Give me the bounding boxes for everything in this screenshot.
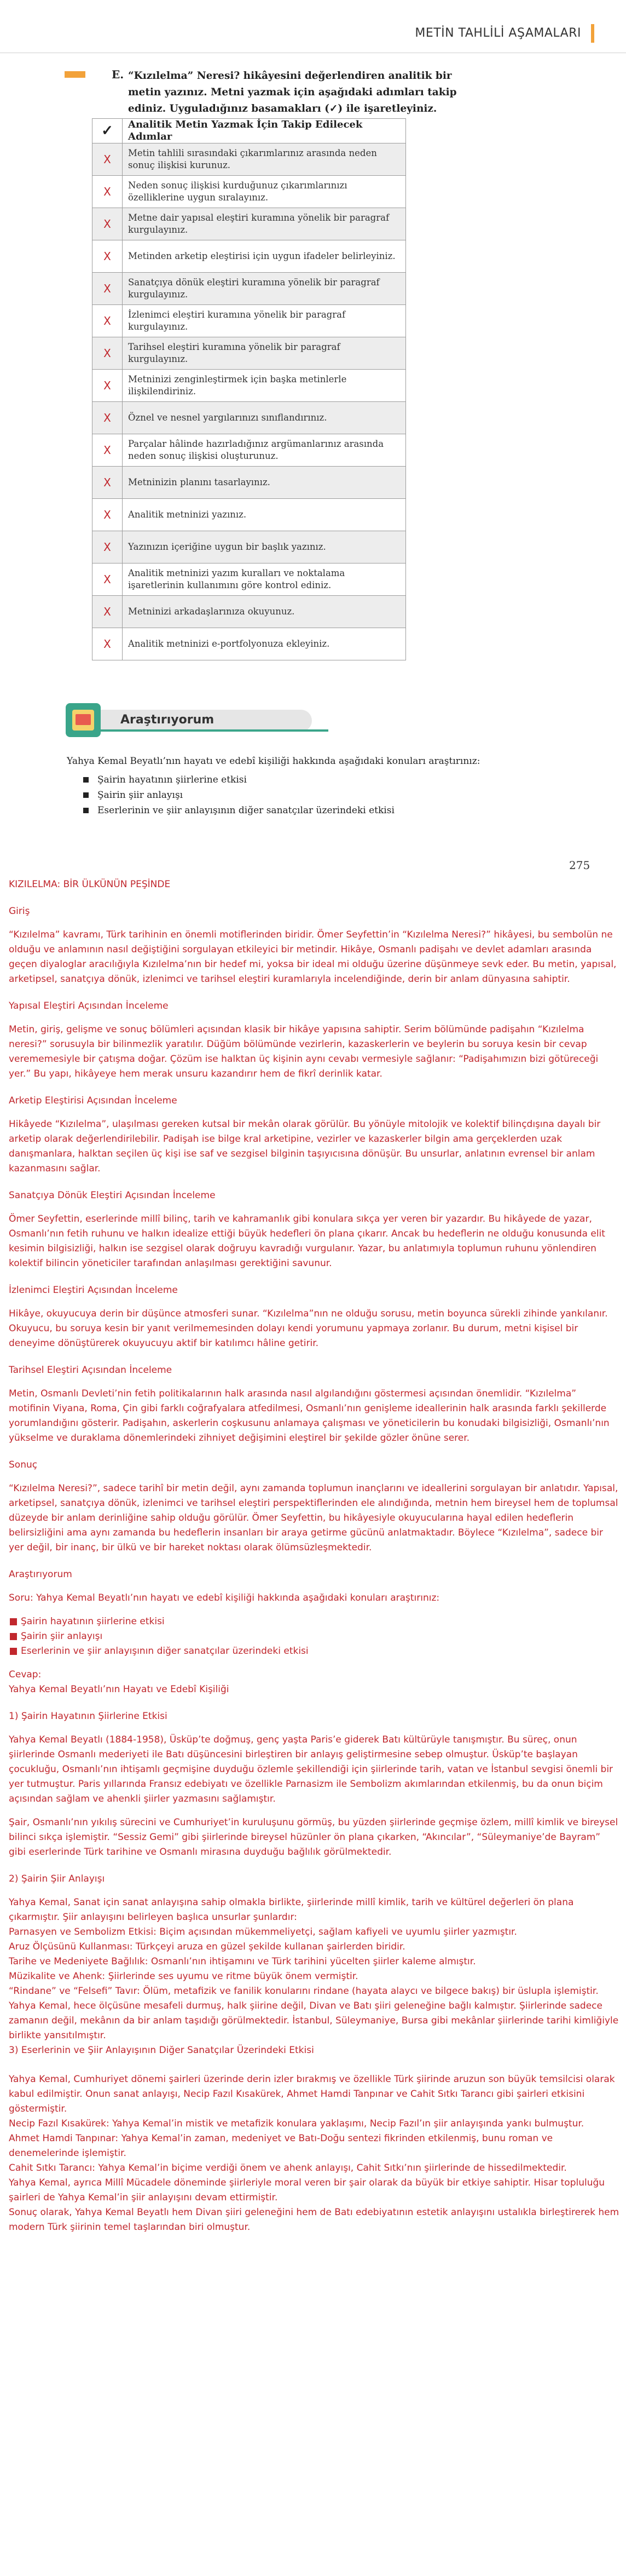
cross-mark-icon: X	[92, 434, 123, 467]
task-letter: E.	[112, 68, 124, 81]
chapter-title: METİN TAHLİLİ AŞAMALARI	[415, 26, 581, 40]
checklist-item-text: Analitik metninizi yazınız.	[123, 499, 406, 531]
question-list-item: Şairin şiir anlayışı	[9, 1629, 619, 1644]
research-list-item: Şairin hayatının şiirlerine etkisi	[83, 772, 483, 787]
checklist-item-text: Metinden arketip eleştirisi için uygun ifadeler belirleyiniz.	[123, 240, 406, 273]
page-header	[0, 0, 626, 60]
bullet-square-icon	[10, 1633, 17, 1640]
section-heading-sanatci: Sanatçıya Dönük Eleştiri Açısından İnceleme	[9, 1190, 216, 1201]
checklist-row	[92, 531, 406, 564]
cross-mark-icon: X	[92, 337, 123, 370]
cross-mark-icon: X	[92, 176, 123, 208]
section-heading-sonuc: Sonuç	[9, 1459, 38, 1470]
checklist-item-text: Metninizi arkadaşlarınıza okuyunuz.	[123, 596, 406, 628]
checklist-item-text: Analitik metninizi yazım kuralları ve noktalama işaretlerinin kullanımını göre kontrol ediniz.	[123, 564, 406, 596]
paragraph-izlenimci: Hikâye, okuyucuya derin bir düşünce atmosferi sunar. “Kızılelma”nın ne olduğu sorusu, metin boyunca sürekli zihinde yankılanır. Okuyucu, bu soruya kesin bir yanıt verilmemesinden dolayı kendi yorumunu yapmaya zorlanır. Bu durum, metni kişisel bir deneyime dönüştürerek okuyucuyu aktif bir katılımcı hâline getirir.	[9, 1308, 608, 1349]
section-heading-izlenimci: İzlenimci Eleştiri Açısından İnceleme	[9, 1285, 178, 1296]
paragraph-arketip: Hikâyede “Kızılelma”, ulaşılması gereken kutsal bir mekân olarak görülür. Bu yönüyle mitolojik ve kolektif bilinçdışına dayalı bir arketip olarak değerlendirilebilir. Padişah ise bilge kral arketipine, vezirler ve kazaskerler bilgin ama gerçeklerden uzak danışmanlara, halktan seçilen üç kişi ise saf ve sezgisel bilginin taşıyıcısına dönüşür. Bu unsurlar, anlatının evrensel bir anlam kazanmasını sağlar.	[9, 1119, 601, 1174]
text-line: Yahya Kemal, Cumhuriyet dönemi şairleri üzerinde derin izler bırakmış ve özellikle Türk şiirinde aruzun son büyük temsilcisi olarak kabul edilmiştir. Onun sanat anlayışı, Necip Fazıl Kısakürek, Ahmet Hamdi Tanpınar ve Cahit Sıtkı Tarancı gibi şairleri etkisini göstermiştir.	[9, 2074, 615, 2114]
task-marker	[65, 71, 85, 78]
answer-title: KIZILELMA: BİR ÜLKÜNÜN PEŞİNDE	[9, 879, 171, 890]
answer-section	[9, 877, 619, 2235]
cross-mark-icon: X	[92, 402, 123, 434]
research-list	[83, 772, 483, 818]
cross-mark-icon: X	[92, 628, 123, 660]
research-list-item: Eserlerinin ve şiir anlayışının diğer sanatçılar üzerindeki etkisi	[83, 803, 483, 818]
checklist-row	[92, 628, 406, 660]
cross-mark-icon: X	[92, 499, 123, 531]
answer-subtitle: Yahya Kemal Beyatlı’nın Hayatı ve Edebî Kişiliği	[9, 1684, 229, 1695]
text-line: Cahit Sıtkı Tarancı: Yahya Kemal’in biçime verdiği önem ve ahenk anlayışı, Cahit Sıtkı’nın şiirlerinde de hissedilmektedir.	[9, 2163, 567, 2174]
checklist-row	[92, 305, 406, 337]
text-line: Necip Fazıl Kısakürek: Yahya Kemal’in mistik ve metafizik konulara yaklaşımı, Necip Fazıl’ın şiir anlayışında yankı bulmuştur.	[9, 2118, 584, 2129]
bullet-square-icon	[83, 792, 89, 798]
cross-mark-icon: X	[92, 531, 123, 564]
section-heading-giris: Giriş	[9, 906, 30, 917]
task-instructions: “Kızılelma” Neresi? hikâyesini değerlendiren analitik bir metin yazınız. Metni yazmak için aşağıdaki adımları takip ediniz. Uyguladığınız basamakları (✓) ile işaretleyiniz.	[128, 70, 457, 114]
text-line: Tarihe ve Medeniyete Bağlılık: Osmanlı’nın ihtişamını ve Türk tarihini yücelten şiirler kaleme almıştır.	[9, 1956, 476, 1967]
section-heading-tarihsel: Tarihsel Eleştiri Açısından İnceleme	[9, 1365, 172, 1376]
cross-mark-icon: X	[92, 208, 123, 240]
checklist-item-text: Metninizin planını tasarlayınız.	[123, 467, 406, 499]
section-heading-2: 2) Şairin Şiir Anlayışı	[9, 1873, 105, 1884]
checkmark-icon: ✓	[92, 119, 123, 143]
cross-mark-icon: X	[92, 564, 123, 596]
text-line: Aruz Ölçüsünü Kullanması: Türkçeyi aruza en güzel şekilde kullanan şairlerden biridir.	[9, 1941, 405, 1952]
paragraph-sonuc: “Kızılelma Neresi?”, sadece tarihî bir metin değil, aynı zamanda toplumun inançlarını ve ideallerini sorgulayan bir anlatıdır. Yapısal, arketipsel, sanatçıya dönük, izlenimci ve tarihsel eleştiri perspektiflerinden ele alındığında, metnin hem bireysel hem de toplumsal düzeyde bir anlam derinliğine sahip olduğu görülür. Ömer Seyfettin, bu hikâyesiyle okuyucularına hayal edilen hedeflerin belirsizliğini ama aynı zamanda bu hedeflerin insanları bir araya getirme gücünü anlatmaktadır. Böylece “Kızılelma”, sadece bir yer değil, bir inanç, bir ülkü ve bir hareket noktası olarak ölümsüzleşmektedir.	[9, 1483, 618, 1553]
checklist-body	[92, 143, 406, 660]
header-accent-bar	[591, 24, 594, 43]
checklist-row	[92, 499, 406, 531]
checklist-item-text: İzlenimci eleştiri kuramına yönelik bir paragraf kurgulayınız.	[123, 305, 406, 337]
bullet-square-icon	[83, 808, 89, 813]
checklist-header-title: Analitik Metin Yazmak İçin Takip Edilecek Adımlar	[123, 119, 406, 143]
page-number: 275	[569, 859, 590, 872]
checklist-item-text: Parçalar hâlinde hazırladığınız argümanlarınız arasında neden sonuç ilişkisi oluşturunuz.	[123, 434, 406, 467]
question-list	[9, 1614, 619, 1659]
checklist-item-text: Metninizi zenginleştirmek için başka metinlerle ilişkilendiriniz.	[123, 370, 406, 402]
text-line: “Rindane” ve “Felsefi” Tavır: Ölüm, metafizik ve fanilik konularını rindane (hayata alaycı ve bilgece bakış) bir üslupla işlemiştir.	[9, 1986, 599, 1997]
checklist-row	[92, 143, 406, 176]
checklist-table	[92, 118, 406, 660]
checklist-row	[92, 208, 406, 240]
checklist-item-text: Sanatçıya dönük eleştiri kuramına yönelik bir paragraf kurgulayınız.	[123, 273, 406, 305]
paragraph-s1-2: Şair, Osmanlı’nın yıkılış sürecini ve Cumhuriyet’in kuruluşunu görmüş, bu yüzden şiirlerinde geçmişe özlem, millî kimlik ve bireysel bilinci sıkça işlemiştir. “Sessiz Gemi” gibi şiirlerinde bireysel hüzünler ön plana çıkarken, “Akıncılar”, “Süleymaniye’de Bayram” gibi eserlerinde Türk tarihine ve Osmanlı mirasına duyduğu bağlılık görülmektedir.	[9, 1817, 618, 1858]
checklist-item-text: Metne dair yapısal eleştiri kuramına yönelik bir paragraf kurgulayınız.	[123, 208, 406, 240]
checklist-row	[92, 467, 406, 499]
checklist-item-text: Neden sonuç ilişkisi kurduğunuz çıkarımlarınızı özelliklerine uygun sıralayınız.	[123, 176, 406, 208]
question-list-item: Eserlerinin ve şiir anlayışının diğer sanatçılar üzerindeki etkisi	[9, 1644, 619, 1659]
text-line: Yahya Kemal, Sanat için sanat anlayışına sahip olmakla birlikte, şiirlerinde millî kimlik, tarih ve kültürel değerleri ön plana çıkarmıştır. Şiir anlayışını belirleyen başlıca unsurlar şunlardır:	[9, 1897, 574, 1923]
section-heading-arastiriyorum: Araştırıyorum	[9, 1569, 72, 1580]
text-line: Sonuç olarak, Yahya Kemal Beyatlı hem Divan şiiri geleneğini hem de Batı edebiyatının estetik anlayışını ustalıkla birleştirerek hem modern Türk şiirinin temel taşlarından biri olmuştur.	[9, 2207, 619, 2233]
paragraph-sanatci: Ömer Seyfettin, eserlerinde millî bilinç, tarih ve kahramanlık gibi konulara sıkça yer veren bir yazardır. Bu hikâyede de yazar, Osmanlı’nın fetih ruhunu ve halkın idealize ettiği büyük hedefleri ön plana çıkarır. Ancak bu hedeflerin ne olduğu konusunda elit kesimin bilgisizliği, halkın ise sezgisel olarak doğruyu kavradığı vurgulanır. Yazar, bu anlatımıyla toplumun ruhunu yönlendiren kolektif bilincin yöneticiler tarafından anlaşılması gerektiğini savunur.	[9, 1214, 605, 1269]
bullet-square-icon	[10, 1618, 17, 1625]
checklist-item-text: Analitik metninizi e-portfolyonuza ekleyiniz.	[123, 628, 406, 660]
checklist-item-text: Yazınızın içeriğine uygun bir başlık yazınız.	[123, 531, 406, 564]
checklist-row	[92, 370, 406, 402]
section-heading-3: 3) Eserlerinin ve Şiir Anlayışının Diğer Sanatçılar Üzerindeki Etkisi	[9, 2045, 314, 2056]
checklist-row	[92, 402, 406, 434]
section-3-lines	[9, 2072, 619, 2235]
cross-mark-icon: X	[92, 370, 123, 402]
research-banner-label: Araştırıyorum	[120, 713, 215, 727]
cross-mark-icon: X	[92, 467, 123, 499]
paragraph-s1-1: Yahya Kemal Beyatlı (1884-1958), Üsküp’te doğmuş, genç yaşta Paris’e giderek Batı kültürüyle tanışmıştır. Bu süreç, onun şiirlerinde Osmanlı mederiyeti ile Batı düşüncesini birleştiren bir anlayış geliştirmesine sebep olmuştur. Üsküp’te başlayan çocukluğu, Osmanlı’nın ihtişamlı geçmişine duyduğu özlemle şekillendiği için şiirlerinde tarih, vatan ve İstanbul sevgisi önemli bir yer tutmuştur. Paris yıllarında Fransız edebiyatı ve özellikle Parnasizm ile Sembolizm akımlarından etkilenmiş, bu da onun biçim açısından sağlam ve ahenkli şiirler yazmasını sağlamıştır.	[9, 1734, 613, 1804]
research-banner	[66, 703, 317, 737]
paragraph-yapisal: Metin, giriş, gelişme ve sonuç bölümleri açısından klasik bir hikâye yapısına sahiptir. Serim bölümünde padişahın “Kızılelma neresi?” sorusuyla bir bilinmezlik yaratılır. Düğüm bölümünde vezirlerin, kazaskerlerin ve beylerin bu soruya kesin bir cevap verememesiyle bir çatışma doğar. Çözüm ise halktan üç kişinin aynı cevabı vermesiyle sağlanır: “Padişahımızın bizi götüreceği yer.” Bu yapı, hikâyeye hem merak unsuru kazandırır hem de fikrî derinlik katar.	[9, 1024, 599, 1079]
research-intro: Yahya Kemal Beyatlı’nın hayatı ve edebî kişiliği hakkında aşağıdaki konuları araştırınız:	[67, 756, 480, 767]
bullet-square-icon	[83, 777, 89, 783]
section-heading-1: 1) Şairin Hayatının Şiirlerine Etkisi	[9, 1711, 167, 1722]
paragraph-tarihsel: Metin, Osmanlı Devleti’nin fetih politikalarının halk arasında nasıl algılandığını göstermesi açısından önemlidir. “Kızılelma” motifinin Viyana, Roma, Çin gibi farklı coğrafyalara atfedilmesi, Osmanlı’nın genişleme ideallerinin halk arasında farklı şekillerde yorumlandığını gösterir. Padişahın, askerlerin coşkusunu anlamaya çalışması ve yöneticilerin bu konudaki bilgisizliği, Osmanlı’nın yükselme ve duraklama dönemlerindeki zihniyet değişimini eleştirel bir şekilde gözler önüne serer.	[9, 1388, 610, 1444]
research-list-item: Şairin şiir anlayışı	[83, 787, 483, 803]
text-line: Parnasyen ve Sembolizm Etkisi: Biçim açısından mükemmeliyetçi, sağlam kafiyeli ve uyumlu şiirler yazmıştır.	[9, 1927, 517, 1937]
checklist-item-text: Öznel ve nesnel yargılarınızı sınıflandırınız.	[123, 402, 406, 434]
checklist-row	[92, 337, 406, 370]
checklist-row	[92, 176, 406, 208]
section-2-lines	[9, 1895, 619, 2058]
checklist-row	[92, 273, 406, 305]
question-list-item: Şairin hayatının şiirlerine etkisi	[9, 1614, 619, 1629]
checklist-row	[92, 434, 406, 467]
question-text: Soru: Yahya Kemal Beyatlı’nın hayatı ve edebî kişiliği hakkında aşağıdaki konuları araştırınız:	[9, 1592, 440, 1603]
text-line: Müzikalite ve Ahenk: Şiirlerinde ses uyumu ve ritme büyük önem vermiştir.	[9, 1971, 358, 1982]
research-banner-underline	[88, 729, 328, 732]
checklist-row	[92, 240, 406, 273]
cross-mark-icon: X	[92, 305, 123, 337]
cross-mark-icon: X	[92, 596, 123, 628]
paragraph-giris: “Kızılelma” kavramı, Türk tarihinin en önemli motiflerinden biridir. Ömer Seyfettin’in “Kızılelma Neresi?” hikâyesi, bu sembolün ne olduğu ve anlamının nasıl değiştiğini sorgulayan etkileyici bir metindir. Hikâye, Osmanlı padişahı ve devlet adamları arasında geçen diyaloglar aracılığıyla Kızılelma’nın bir hedef mi, yoksa bir ideal mi olduğu üzerine düşünmeye sevk eder. Bu metin, yapısal, arketipsel, sanatçıya dönük, izlenimci ve tarihsel eleştiri kuramlarıyla incelendiğinde, derin bir anlam dünyasına sahiptir.	[9, 929, 617, 985]
checklist-row	[92, 564, 406, 596]
text-line: Yahya Kemal, ayrıca Millî Mücadele döneminde şiirleriyle moral veren bir şair olarak da büyük bir etkiye sahiptir. Hisar topluluğu şairleri de Yahya Kemal’in şiir anlayışını devam ettirmiştir.	[9, 2177, 605, 2203]
cross-mark-icon: X	[92, 240, 123, 273]
text-line: Yahya Kemal, hece ölçüsüne mesafeli durmuş, halk şiirine değil, Divan ve Batı şiiri geleneğine bağlı kalmıştır. Şiirlerinde sadece zamanın değil, mekânın da bir anlam taşıdığı görülmektedir. İstanbul, Süleymaniye, Bursa gibi mekânlar şiirlerinde tarihi kimliğiyle birlikte yansıtılmıştır.	[9, 2000, 619, 2041]
cross-mark-icon: X	[92, 273, 123, 305]
section-heading-yapisal: Yapısal Eleştiri Açısından İnceleme	[9, 1001, 169, 1011]
research-book-icon	[66, 703, 101, 737]
section-heading-arketip: Arketip Eleştirisi Açısından İnceleme	[9, 1095, 177, 1106]
answer-label: Cevap:	[9, 1669, 42, 1680]
checklist-item-text: Tarihsel eleştiri kuramına yönelik bir paragraf kurgulayınız.	[123, 337, 406, 370]
checklist-item-text: Metin tahlili sırasındaki çıkarımlarınız arasında neden sonuç ilişkisi kurunuz.	[123, 143, 406, 176]
text-line: Ahmet Hamdi Tanpınar: Yahya Kemal’in zaman, medeniyet ve Batı-Doğu sentezi fikrinden etkilenmiş, bunu roman ve denemelerinde işlemiştir.	[9, 2133, 553, 2159]
cross-mark-icon: X	[92, 143, 123, 176]
bullet-square-icon	[10, 1648, 17, 1655]
research-block	[67, 755, 483, 818]
checklist-row	[92, 596, 406, 628]
